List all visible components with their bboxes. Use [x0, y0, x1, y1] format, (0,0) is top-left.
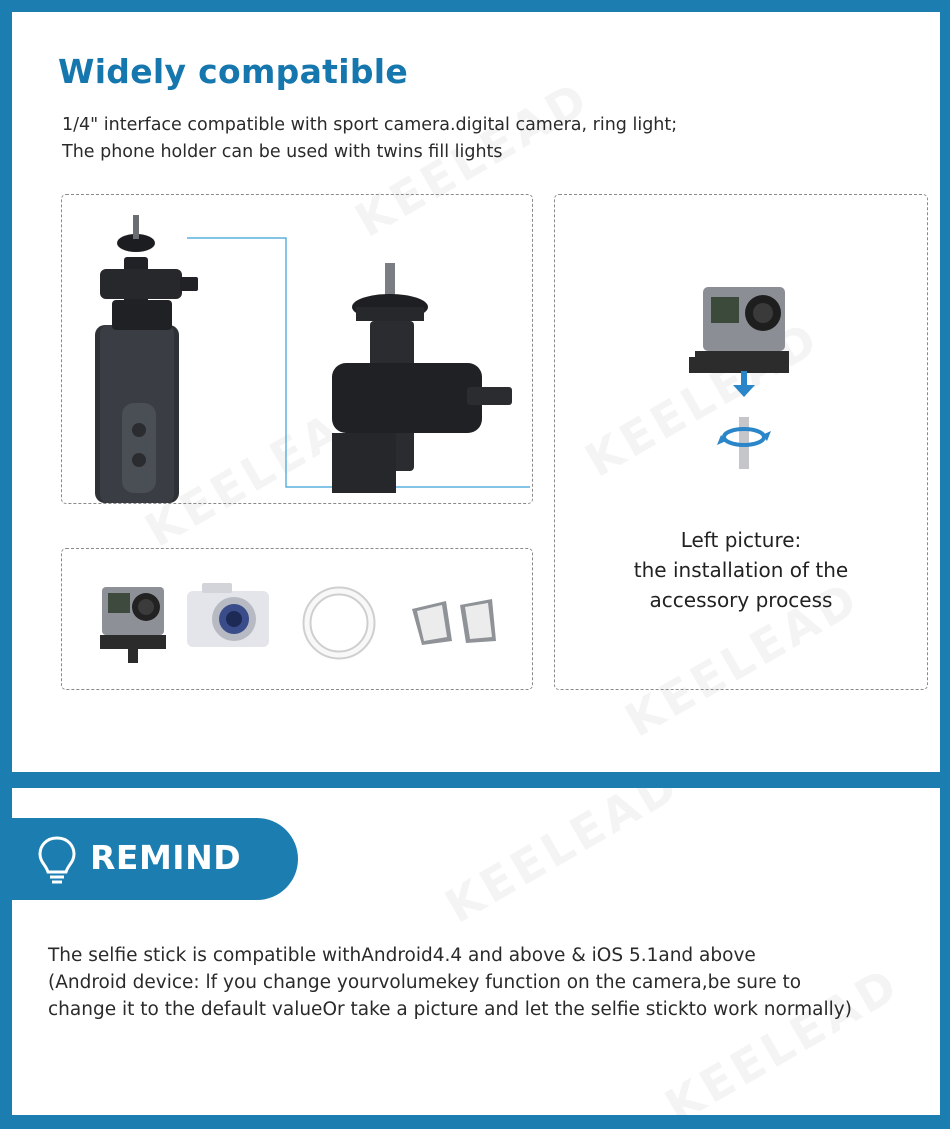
section-title: Widely compatible — [58, 52, 409, 91]
description-line: The phone holder can be used with twins fill lights — [62, 142, 503, 162]
rotate-screw-icon — [717, 417, 771, 469]
section-description — [62, 112, 677, 166]
installation-process-box — [554, 194, 928, 690]
lightbulb-icon — [36, 834, 78, 886]
remind-text — [48, 942, 852, 1023]
process-caption — [555, 525, 927, 615]
installation-process-illustration — [555, 195, 929, 495]
accessories-box — [61, 548, 533, 690]
action-camera-icon — [100, 587, 166, 663]
caption-line: accessory process — [649, 588, 833, 612]
mount-illustration-box — [61, 194, 533, 504]
caption-line: Left picture: — [680, 528, 802, 552]
remind-line: (Android device: lf you change yourvolumekey function on the camera,be sure to — [48, 972, 802, 993]
zoomed-mount-icon — [332, 263, 512, 493]
arrow-down-icon — [733, 371, 755, 397]
tripod-mount-illustration — [62, 195, 534, 505]
caption-line: the installation of the — [633, 558, 849, 582]
description-line: 1/4" interface compatible with sport camera.digital camera, ring light; — [62, 115, 678, 135]
remind-line: change it to the default valueOr take a picture and let the selfie stickto work normally) — [48, 999, 852, 1020]
digital-camera-icon — [187, 583, 269, 647]
ring-light-icon — [307, 591, 371, 655]
remind-banner — [12, 818, 298, 900]
tripod-handle-icon — [95, 215, 198, 503]
accessories-illustration — [62, 549, 534, 691]
remind-line: The selfie stick is compatible withAndroid4.4 and above & iOS 5.1and above — [48, 945, 756, 966]
action-camera-icon — [689, 287, 789, 373]
watermark — [436, 788, 689, 934]
remind-heading: REMIND — [90, 838, 242, 877]
twin-fill-lights-icon — [412, 599, 496, 645]
remind-card — [12, 788, 940, 1115]
compatibility-card — [12, 12, 940, 772]
